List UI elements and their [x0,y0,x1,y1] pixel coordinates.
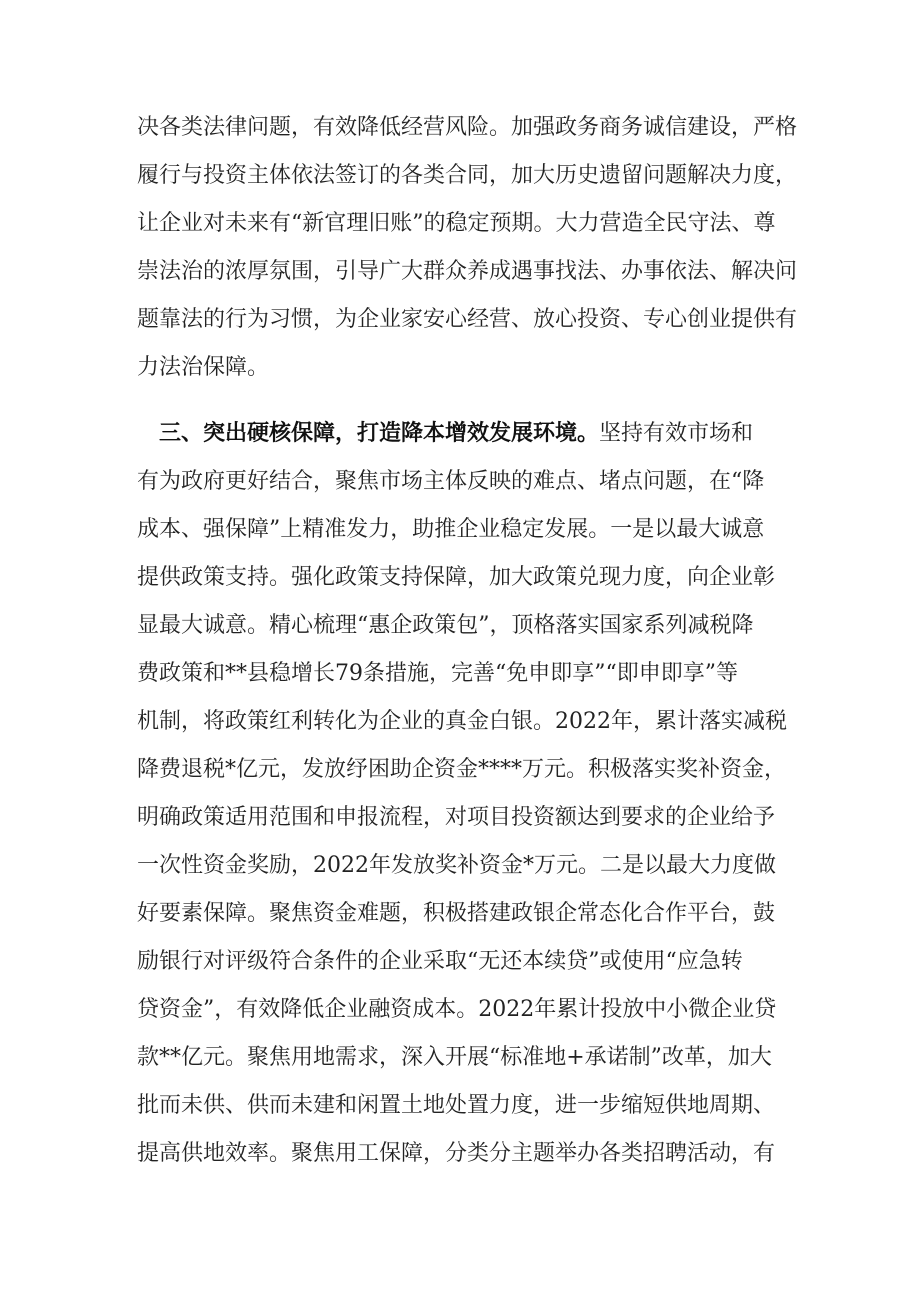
paragraph-line: 显最大诚意。精心梳理“惠企政策包”，顶格落实国家系列减税降 [137,613,754,638]
paragraph-line: 决各类法律问题，有效降低经营风险。加强政务商务诚信建设，严格 [137,115,798,140]
paragraph-line: 履行与投资主体依法签订的各类合同，加大历史遗留问题解决力度， [137,163,798,188]
paragraph-line: 提高供地效率。聚焦用工保障，分类分主题举办各类招聘活动，有 [137,1141,776,1166]
paragraph-line: 机制，将政策红利转化为企业的真金白银。2022年，累计落实减税 [137,709,787,734]
paragraph-line: 提供政策支持。强化政策支持保障，加大政策兑现力度，向企业彰 [137,565,776,590]
paragraph-line: 贷资金”，有效降低企业融资成本。2022年累计投放中小微企业贷 [137,997,777,1022]
paragraph-line: 题靠法的行为习惯，为企业家安心经营、放心投资、专心创业提供有 [137,307,798,332]
paragraph-line: 降费退税*亿元，发放纾困助企资金****万元。积极落实奖补资金， [137,757,787,782]
paragraph-line: 明确政策适用范围和申报流程，对项目投资额达到要求的企业给予 [137,805,776,830]
paragraph-line: 让企业对未来有“新官理旧账”的稳定预期。大力营造全民守法、尊 [137,211,776,236]
paragraph-line: 一次性资金奖励，2022年发放奖补资金*万元。二是以最大力度做 [137,853,776,878]
paragraph-line: 费政策和**县稳增长79条措施，完善“免申即享”“即申即享”等 [137,661,738,686]
paragraph-line: 款**亿元。聚焦用地需求，深入开展“标准地+承诺制”改革，加大 [137,1045,772,1070]
paragraph-line: 励银行对评级符合条件的企业采取“无还本续贷”或使用“应急转 [137,949,743,974]
paragraph-line: 成本、强保障”上精准发力，助推企业稳定发展。一是以最大诚意 [137,517,765,542]
paragraph-line: 力法治保障。 [137,355,270,380]
paragraph-line: 好要素保障。聚焦资金难题，积极搭建政银企常态化合作平台，鼓 [137,901,776,926]
paragraph-line: 有为政府更好结合，聚焦市场主体反映的难点、堵点问题，在“降 [137,469,765,494]
paragraph-line: 批而未供、供而未建和闲置土地处置力度，进一步缩短供地周期、 [137,1093,776,1118]
heading-line-text: 坚持有效市场和 [599,421,754,446]
section-heading: 三、突出硬核保障，打造降本增效发展环境。 [159,421,600,446]
section-heading-line [159,414,799,454]
paragraph-line: 崇法治的浓厚氛围，引导广大群众养成遇事找法、办事依法、解决问 [137,259,798,284]
